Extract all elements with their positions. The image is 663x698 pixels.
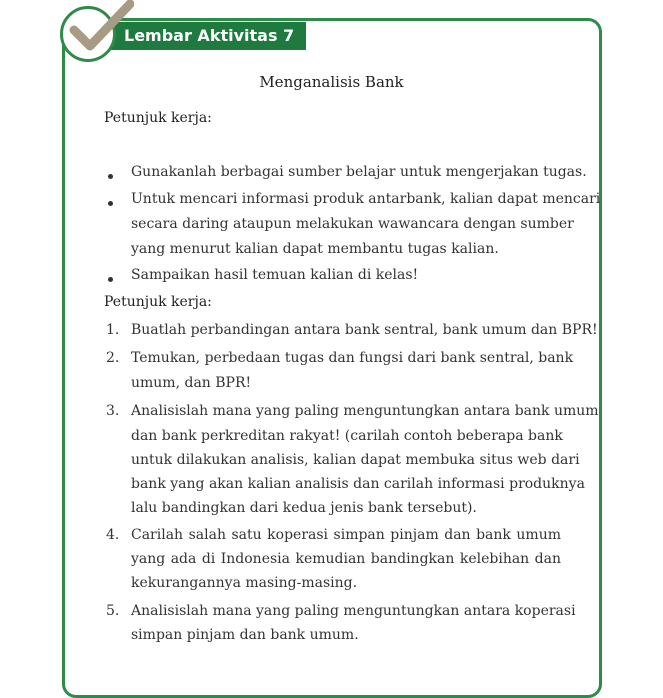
section1-heading: Petunjuk kerja: [104, 110, 212, 126]
bullet-3 [108, 277, 113, 282]
item-5-line-2: simpan pinjam dan bank umum. [131, 627, 359, 643]
item-3-number: 3. [106, 403, 120, 419]
item-3-line-1: Analisislah mana yang paling menguntungkan antara bank umum [131, 403, 599, 419]
item-3-line-4: bank yang akan kalian analisis dan carilah informasi produknya [131, 476, 585, 492]
bullet-2-line-3: yang menurut kalian dapat membantu tugas kalian. [131, 241, 499, 257]
item-5-line-1: Analisislah mana yang paling menguntungkan antara koperasi [131, 603, 576, 619]
bullet-2 [108, 201, 113, 206]
item-2-number: 2. [106, 350, 120, 366]
item-3-line-5: lalu bandingkan dari kedua jenis bank tersebut). [131, 500, 477, 516]
activity-banner [110, 22, 306, 50]
bullet-1 [108, 174, 113, 179]
bullet-1-line-1: Gunakanlah berbagai sumber belajar untuk mengerjakan tugas. [131, 164, 587, 180]
item-2-line-1: Temukan, perbedaan tugas dan fungsi dari bank sentral, bank [131, 350, 574, 366]
checkmark-icon [68, 0, 134, 54]
item-4-line-1: Carilah salah satu koperasi simpan pinjam dan bank umum [131, 527, 561, 543]
activity-label: Lembar Aktivitas 7 [124, 26, 295, 45]
item-2-line-2: umum, dan BPR! [131, 375, 252, 391]
bullet-3-line-1: Sampaikan hasil temuan kalian di kelas! [131, 267, 419, 283]
page-title: Menganalisis Bank [259, 73, 404, 91]
item-1-number: 1. [106, 322, 120, 338]
bullet-2-line-2: secara daring ataupun melakukan wawancara dengan sumber [131, 216, 574, 232]
bullet-2-line-1: Untuk mencari informasi produk antarbank, kalian dapat mencari [131, 191, 601, 207]
item-3-line-2: dan bank perkreditan rakyat! (carilah contoh beberapa bank [131, 428, 563, 444]
item-1-line-1: Buatlah perbandingan antara bank sentral, bank umum dan BPR! [131, 322, 598, 338]
item-4-number: 4. [106, 527, 120, 543]
section2-heading: Petunjuk kerja: [104, 294, 212, 310]
item-3-line-3: untuk dilakukan analisis, kalian dapat membuka situs web dari [131, 452, 580, 468]
item-4-line-3: kekurangannya masing-masing. [131, 575, 358, 591]
item-4-line-2: yang ada di Indonesia kemudian bandingkan kelebihan dan [131, 551, 561, 567]
item-5-number: 5. [106, 603, 120, 619]
